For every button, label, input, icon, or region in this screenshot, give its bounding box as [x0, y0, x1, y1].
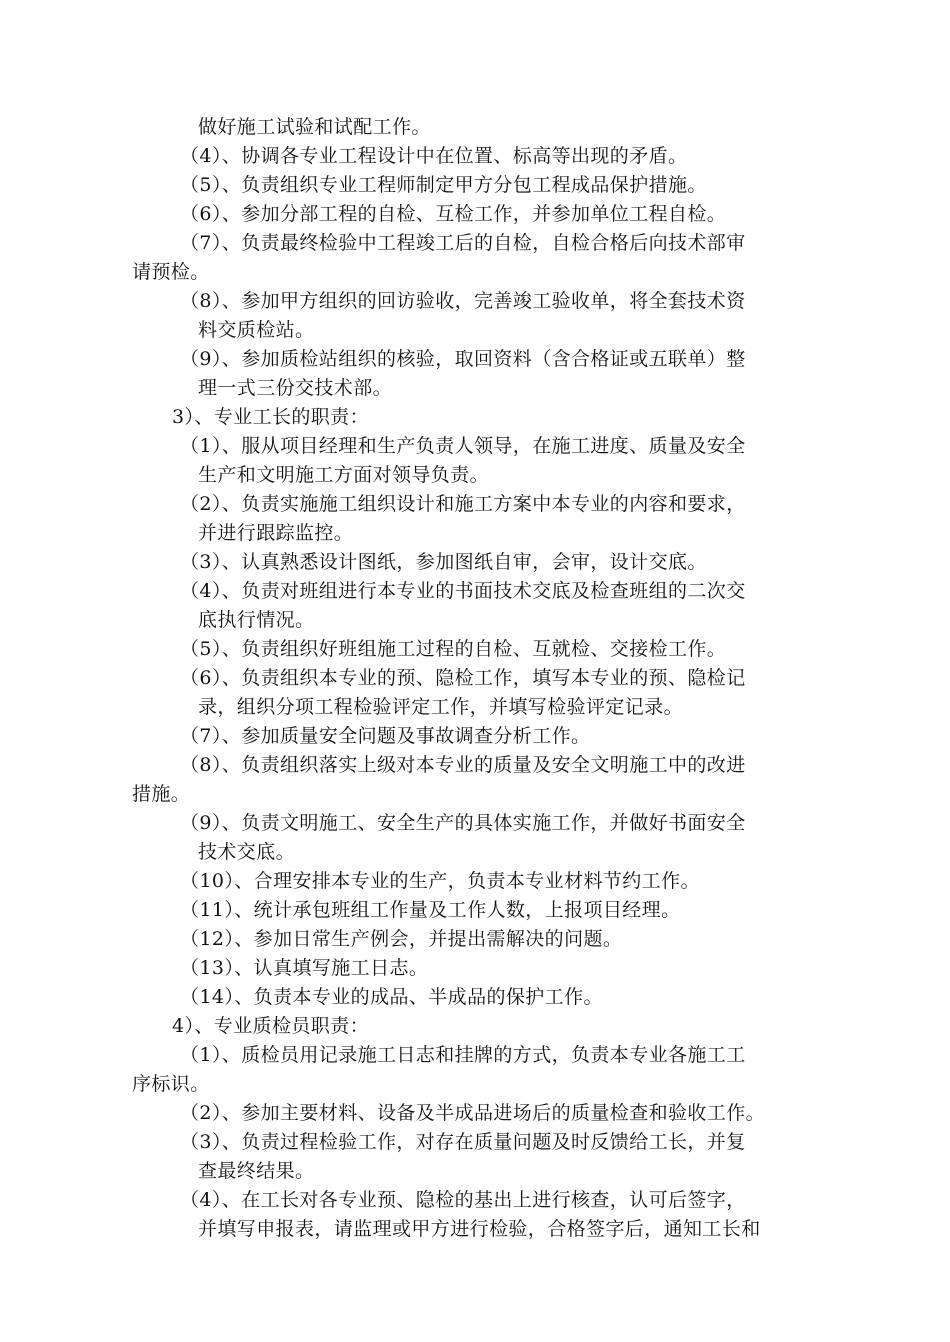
text-line: （6）、负责组织本专业的预、隐检工作，填写本专业的预、隐检记 [180, 667, 746, 689]
text-line: （6）、参加分部工程的自检、互检工作，并参加单位工程自检。 [180, 203, 727, 225]
text-line: （2）、参加主要材料、设备及半成品进场后的质量检查和验收工作。 [180, 1102, 765, 1124]
text-line: 录，组织分项工程检验评定工作，并填写检验评定记录。 [198, 696, 684, 718]
text-line: 序标识。 [132, 1073, 210, 1095]
text-line: （1）、质检员用记录施工日志和挂牌的方式，负责本专业各施工工 [180, 1044, 746, 1066]
text-line: （2）、负责实施施工组织设计和施工方案中本专业的内容和要求， [180, 493, 746, 515]
text-line: （14）、负责本专业的成品、半成品的保护工作。 [180, 986, 603, 1008]
text-line: 并填写申报表，请监理或甲方进行检验，合格签字后，通知工长和 [198, 1218, 761, 1240]
text-line: 生产和文明施工方面对领导负责。 [198, 464, 490, 486]
text-line: （7）、参加质量安全问题及事故调查分析工作。 [180, 725, 591, 747]
text-line: （13）、认真填写施工日志。 [180, 957, 429, 979]
text-line: （4）、协调各专业工程设计中在位置、标高等出现的矛盾。 [180, 145, 688, 167]
text-line: （10）、合理安排本专业的生产，负责本专业材料节约工作。 [180, 870, 700, 892]
text-line: 底执行情况。 [198, 609, 315, 631]
text-line: 查最终结果。 [198, 1160, 315, 1182]
text-line: （5）、负责组织专业工程师制定甲方分包工程成品保护措施。 [180, 174, 707, 196]
text-line: （8）、参加甲方组织的回访验收，完善竣工验收单，将全套技术资 [180, 290, 746, 312]
text-line: 料交质检站。 [198, 319, 315, 341]
text-line: （9）、参加质检站组织的核验，取回资料（含合格证或五联单）整 [180, 348, 746, 370]
text-line: 技术交底。 [198, 841, 296, 863]
text-line: 理一式三份交技术部。 [198, 377, 393, 399]
section-heading: 3）、专业工长的职责： [172, 406, 369, 428]
text-line: （4）、在工长对各专业预、隐检的基出上进行核查，认可后签字， [180, 1189, 746, 1211]
section-heading: 4）、专业质检员职责： [172, 1015, 369, 1037]
text-line: （5）、负责组织好班组施工过程的自检、互就检、交接检工作。 [180, 638, 727, 660]
text-line: 做好施工试验和试配工作。 [198, 116, 431, 138]
text-line: 请预检。 [132, 261, 210, 283]
text-line: （11）、统计承包班组工作量及工作人数，上报项目经理。 [180, 899, 681, 921]
text-line: （12）、参加日常生产例会，并提出需解决的问题。 [180, 928, 623, 950]
text-line: 并进行跟踪监控。 [198, 522, 354, 544]
text-line: （3）、负责过程检验工作，对存在质量问题及时反馈给工长，并复 [180, 1131, 746, 1153]
text-line: （7）、负责最终检验中工程竣工后的自检，自检合格后向技术部审 [180, 232, 746, 254]
text-line: （4）、负责对班组进行本专业的书面技术交底及检查班组的二次交 [180, 580, 746, 602]
text-line: （9）、负责文明施工、安全生产的具体实施工作，并做好书面安全 [180, 812, 746, 834]
text-line: （3）、认真熟悉设计图纸，参加图纸自审，会审，设计交底。 [180, 551, 707, 573]
text-line: （8）、负责组织落实上级对本专业的质量及安全文明施工中的改进 [180, 754, 746, 776]
text-line: 措施。 [132, 783, 191, 805]
text-line: （1）、服从项目经理和生产负责人领导，在施工进度、质量及安全 [180, 435, 746, 457]
